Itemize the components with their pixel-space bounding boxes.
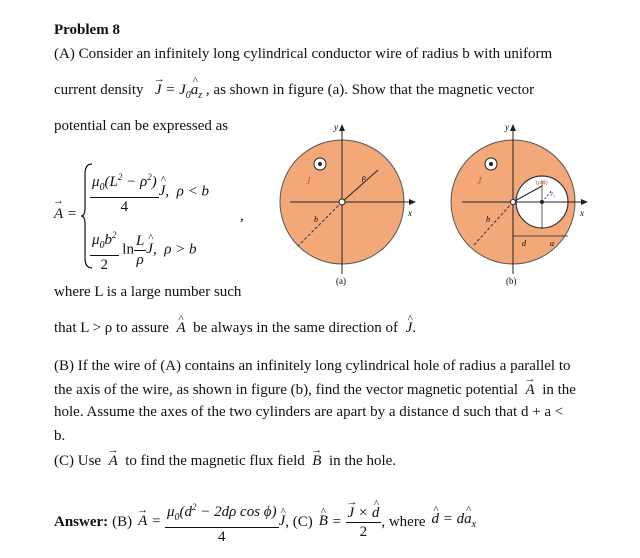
answer-b-label: (B) [112, 514, 133, 530]
fig-b-label-J: J [477, 176, 482, 187]
answer-c-label: , (C) [285, 514, 313, 530]
fig-b-label-p2: P₂ [550, 192, 556, 198]
case-2-condition: ρ > b [164, 241, 197, 258]
answer-label: Answer: [54, 514, 109, 530]
fig-a-caption: (a) [336, 276, 346, 286]
problem-title: Problem 8 [54, 22, 120, 38]
assure-line-mid: be always in the same direction of [193, 320, 399, 336]
case-2-expression: $\frac{\mu_0b^2}{2}$ ln $\frac{L}{\rho}$ ^ J, ρ > b [90, 226, 197, 274]
fig-b-caption: (b) [506, 276, 517, 286]
part-b-line-1: (B) If the wire of (A) contains an infinitely long cylindrical hole of radius a parallel to [54, 358, 571, 374]
fig-a-label-b: b [314, 215, 318, 224]
where-line: where L is a large number such [54, 284, 242, 300]
case-1-expression: $\frac{\mu_0(L^2 - \rho^2)}{4}$ ^ J, ρ < b [90, 168, 209, 216]
fig-a-axis-x: x [408, 208, 412, 218]
answer-line [54, 498, 476, 546]
current-density-equation: → $J = J_0\^{}$ $a_z$ [147, 82, 202, 98]
fig-a-axis-y: y [334, 122, 338, 132]
vector-potential-lhs: → A = [54, 206, 77, 223]
assure-line-prefix: that L > ρ to assure [54, 320, 169, 336]
part-a-line-2-prefix: current density [54, 82, 144, 98]
part-b-line-2-prefix: the axis of the wire, as shown in figure (b), find the vector magnetic potential [54, 382, 519, 398]
part-b-line-3: hole. Assume the axes of the two cylinders are apart by a distance d such that d + a < [54, 404, 564, 420]
figures [270, 118, 640, 290]
assure-line: that L > ρ to assure ^ A be always in the same direction of ^ J. [54, 318, 416, 338]
figure-a [280, 122, 416, 286]
fig-a-label-rho: ρ [362, 173, 366, 182]
part-c-line: (C) Use → A to find the magnetic flux field → B in the hole. [54, 451, 396, 471]
fig-b-label-b: b [486, 215, 490, 224]
part-a-line-2 [54, 80, 534, 106]
fig-a-label-J: J [306, 176, 311, 187]
part-c-suffix: in the hole. [328, 453, 397, 469]
part-b-line-4: b. [54, 428, 66, 444]
assure-line-end: . [412, 320, 416, 336]
part-b-line-2-suffix: in the [542, 382, 576, 398]
part-a-line-2-suffix: , as shown in figure (a). Show that the magnetic vector [205, 82, 535, 98]
fig-b-label-a: a [550, 239, 554, 248]
answer-d-definition: ^ d = d^ $a_x$ [431, 509, 476, 535]
part-c-mid: to find the magnetic flux field [125, 453, 305, 469]
fig-b-axis-x: x [580, 208, 584, 218]
figure-b [451, 122, 588, 286]
part-a-line-3: potential can be expressed as [54, 118, 229, 134]
part-b-line-2: the axis of the wire, as shown in figure (b), find the vector magnetic potential → A in the [54, 380, 576, 400]
part-a-line-1: (A) Consider an infinitely long cylindrical conductor wire of radius b with uniform [54, 46, 553, 62]
fig-b-label-d: d [522, 239, 526, 248]
comma: , [240, 208, 244, 224]
answer-c-equation: ^ B = → $\frac{J \times \^{} d}{2}$ [319, 504, 382, 541]
case-1-condition: ρ < b [176, 183, 209, 200]
part-c-prefix: (C) Use [54, 453, 102, 469]
answer-where: , where [381, 514, 426, 530]
answer-b-equation: → A = $\frac{\mu_0(d^2 - 2d\rho \cos \phi)}{4}$ ^ J [138, 498, 285, 546]
fig-b-axis-y: y [505, 122, 509, 132]
fig-b-label-p1: (ρ,ϕ) [536, 180, 548, 186]
